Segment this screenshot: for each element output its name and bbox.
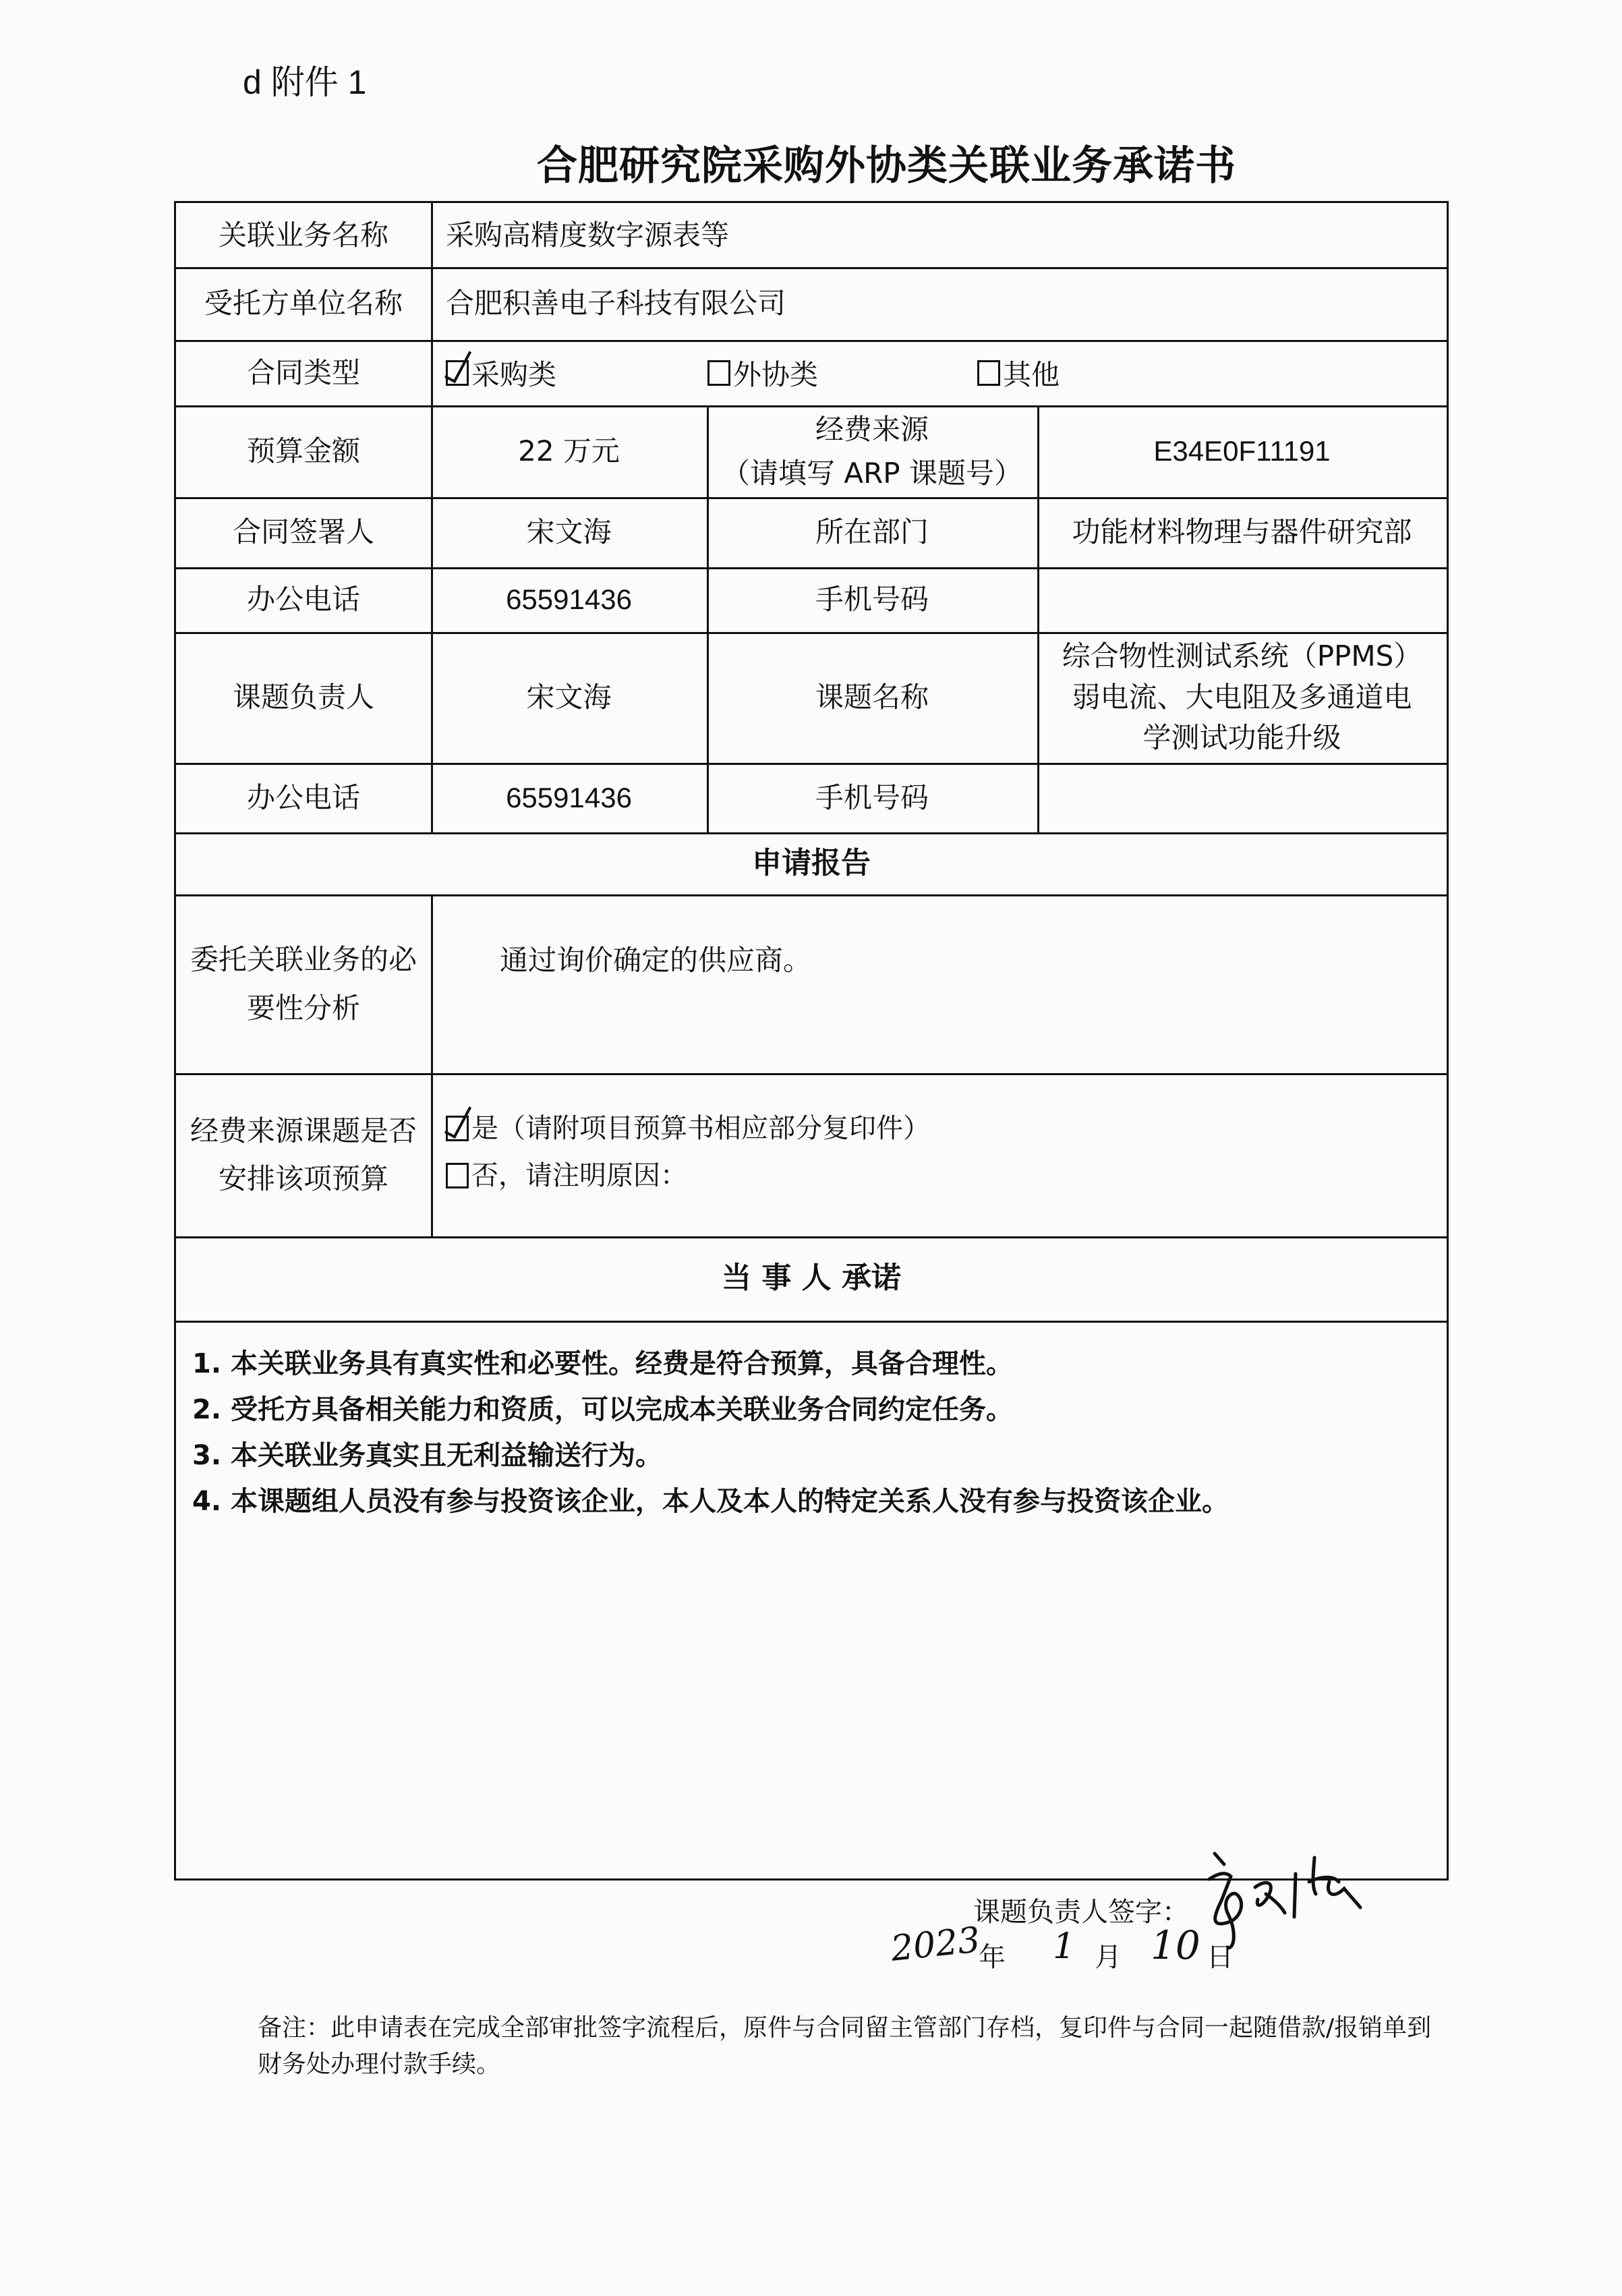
office-phone-value[interactable]: 65591436 xyxy=(506,583,632,616)
option-label: 外协类 xyxy=(733,357,819,391)
entrusted-unit-value[interactable]: 合肥积善电子科技有限公司 xyxy=(446,287,786,320)
application-report-title: 申请报告 xyxy=(752,845,871,880)
mobile-label: 手机号码 xyxy=(815,583,929,616)
checkbox-checked-icon[interactable] xyxy=(446,360,469,386)
project-leader-value[interactable]: 宋文海 xyxy=(526,681,612,714)
department-value[interactable]: 功能材料物理与器件研究部 xyxy=(1072,515,1412,549)
pledge-item: 3. 本关联业务真实且无利益输送行为。 xyxy=(192,1440,662,1471)
contract-type-option-other[interactable] xyxy=(977,340,1060,405)
signature-label: 课题负责人签字： xyxy=(973,1897,1189,1928)
checkbox-checked-icon[interactable] xyxy=(446,1116,469,1141)
pledge-item: 2. 受托方具备相关能力和资质，可以完成本关联业务合同约定任务。 xyxy=(192,1394,1013,1425)
signature-date-year[interactable]: 2023 xyxy=(889,1920,983,1970)
office-phone-2-value[interactable]: 65591436 xyxy=(506,781,632,813)
signature-date-day[interactable]: 10 xyxy=(1151,1922,1200,1968)
department-label: 所在部门 xyxy=(815,515,929,549)
funding-source-label xyxy=(707,405,1037,497)
funding-source-label-line1: 经费来源 xyxy=(815,412,929,446)
pledge-item: 1. 本关联业务具有真实性和必要性。经费是符合预算，具备合理性。 xyxy=(192,1348,1013,1379)
option-label: 其他 xyxy=(1003,357,1060,391)
checkbox-empty-icon[interactable] xyxy=(707,360,730,386)
commitment-form-table xyxy=(174,201,1449,1973)
signature-date-month[interactable]: 1 xyxy=(1053,1926,1076,1967)
pledge-item: 4. 本课题组人员没有参与投资该企业，本人及本人的特定关系人没有参与投资该企业。 xyxy=(192,1486,1229,1517)
project-name-label: 课题名称 xyxy=(815,681,929,714)
budget-arranged-yes[interactable] xyxy=(446,1107,930,1145)
project-name-line2: 弱电流、大电阻及多通道电 xyxy=(1072,680,1412,714)
date-month-unit: 月 xyxy=(1095,1942,1122,1973)
budget-value[interactable]: 22 万元 xyxy=(518,434,620,468)
business-name-value[interactable]: 采购高精度数字源表等 xyxy=(446,218,730,252)
contract-type-options xyxy=(431,340,1447,405)
budget-arranged-label-line1: 经费来源课题是否 xyxy=(190,1114,417,1147)
date-year-unit: 年 xyxy=(979,1942,1006,1973)
necessity-value[interactable]: 通过询价确定的供应商。 xyxy=(500,944,812,977)
funding-source-value[interactable]: E34E0F11191 xyxy=(1153,435,1331,467)
no-label: 否，请注明原因： xyxy=(471,1160,687,1191)
necessity-label-line2: 要性分析 xyxy=(246,991,360,1025)
contract-type-option-purchase[interactable] xyxy=(446,340,556,405)
contract-signer-value[interactable]: 宋文海 xyxy=(526,515,612,549)
date-day-unit: 日 xyxy=(1207,1942,1234,1973)
mobile-2-label: 手机号码 xyxy=(815,780,929,814)
footnote: 备注：此申请表在完成全部审批签字流程后，原件与合同留主管部门存档，复印件与合同一起随借款/报销单到财务处办理付款手续。 xyxy=(258,2014,1432,2078)
document-title xyxy=(0,134,1622,192)
funding-source-label-line2: （请填写 ARP 课题号） xyxy=(722,457,1022,490)
pledge-list xyxy=(192,1341,1433,1524)
necessity-label xyxy=(176,894,431,1073)
pledge-body xyxy=(176,1321,1447,1973)
budget-arranged-label-line2: 安排该项预算 xyxy=(218,1162,388,1195)
contract-type-option-outsourcing[interactable] xyxy=(707,340,818,405)
budget-label: 预算金额 xyxy=(246,434,360,468)
pledge-title: 当 事 人 承诺 xyxy=(722,1261,901,1296)
project-name-line3: 学测试功能升级 xyxy=(1142,721,1341,755)
contract-signer-label: 合同签署人 xyxy=(232,515,374,549)
mobile-value[interactable] xyxy=(1037,567,1447,632)
office-phone-2-label: 办公电话 xyxy=(246,780,360,814)
document-title-text: 合肥研究院采购外协类关联业务承诺书 xyxy=(537,142,1236,190)
project-leader-label: 课题负责人 xyxy=(232,681,374,714)
project-name-value[interactable] xyxy=(1037,632,1447,763)
entrusted-unit-label: 受托方单位名称 xyxy=(204,287,403,320)
checkbox-empty-icon[interactable] xyxy=(977,360,1000,386)
necessity-label-line1: 委托关联业务的必 xyxy=(190,943,417,977)
business-name-label: 关联业务名称 xyxy=(218,218,388,252)
budget-arranged-no[interactable] xyxy=(446,1154,687,1193)
checkbox-empty-icon[interactable] xyxy=(446,1163,469,1188)
attachment-label: d 附件 1 xyxy=(243,63,367,101)
yes-label: 是（请附项目预算书相应部分复印件） xyxy=(471,1113,930,1144)
project-name-line1: 综合物性测试系统（PPMS） xyxy=(1062,639,1422,672)
mobile-2-value[interactable] xyxy=(1037,763,1447,832)
option-label: 采购类 xyxy=(471,357,557,391)
budget-arranged-label xyxy=(176,1073,431,1236)
office-phone-label: 办公电话 xyxy=(246,583,360,616)
contract-type-label: 合同类型 xyxy=(246,355,360,389)
